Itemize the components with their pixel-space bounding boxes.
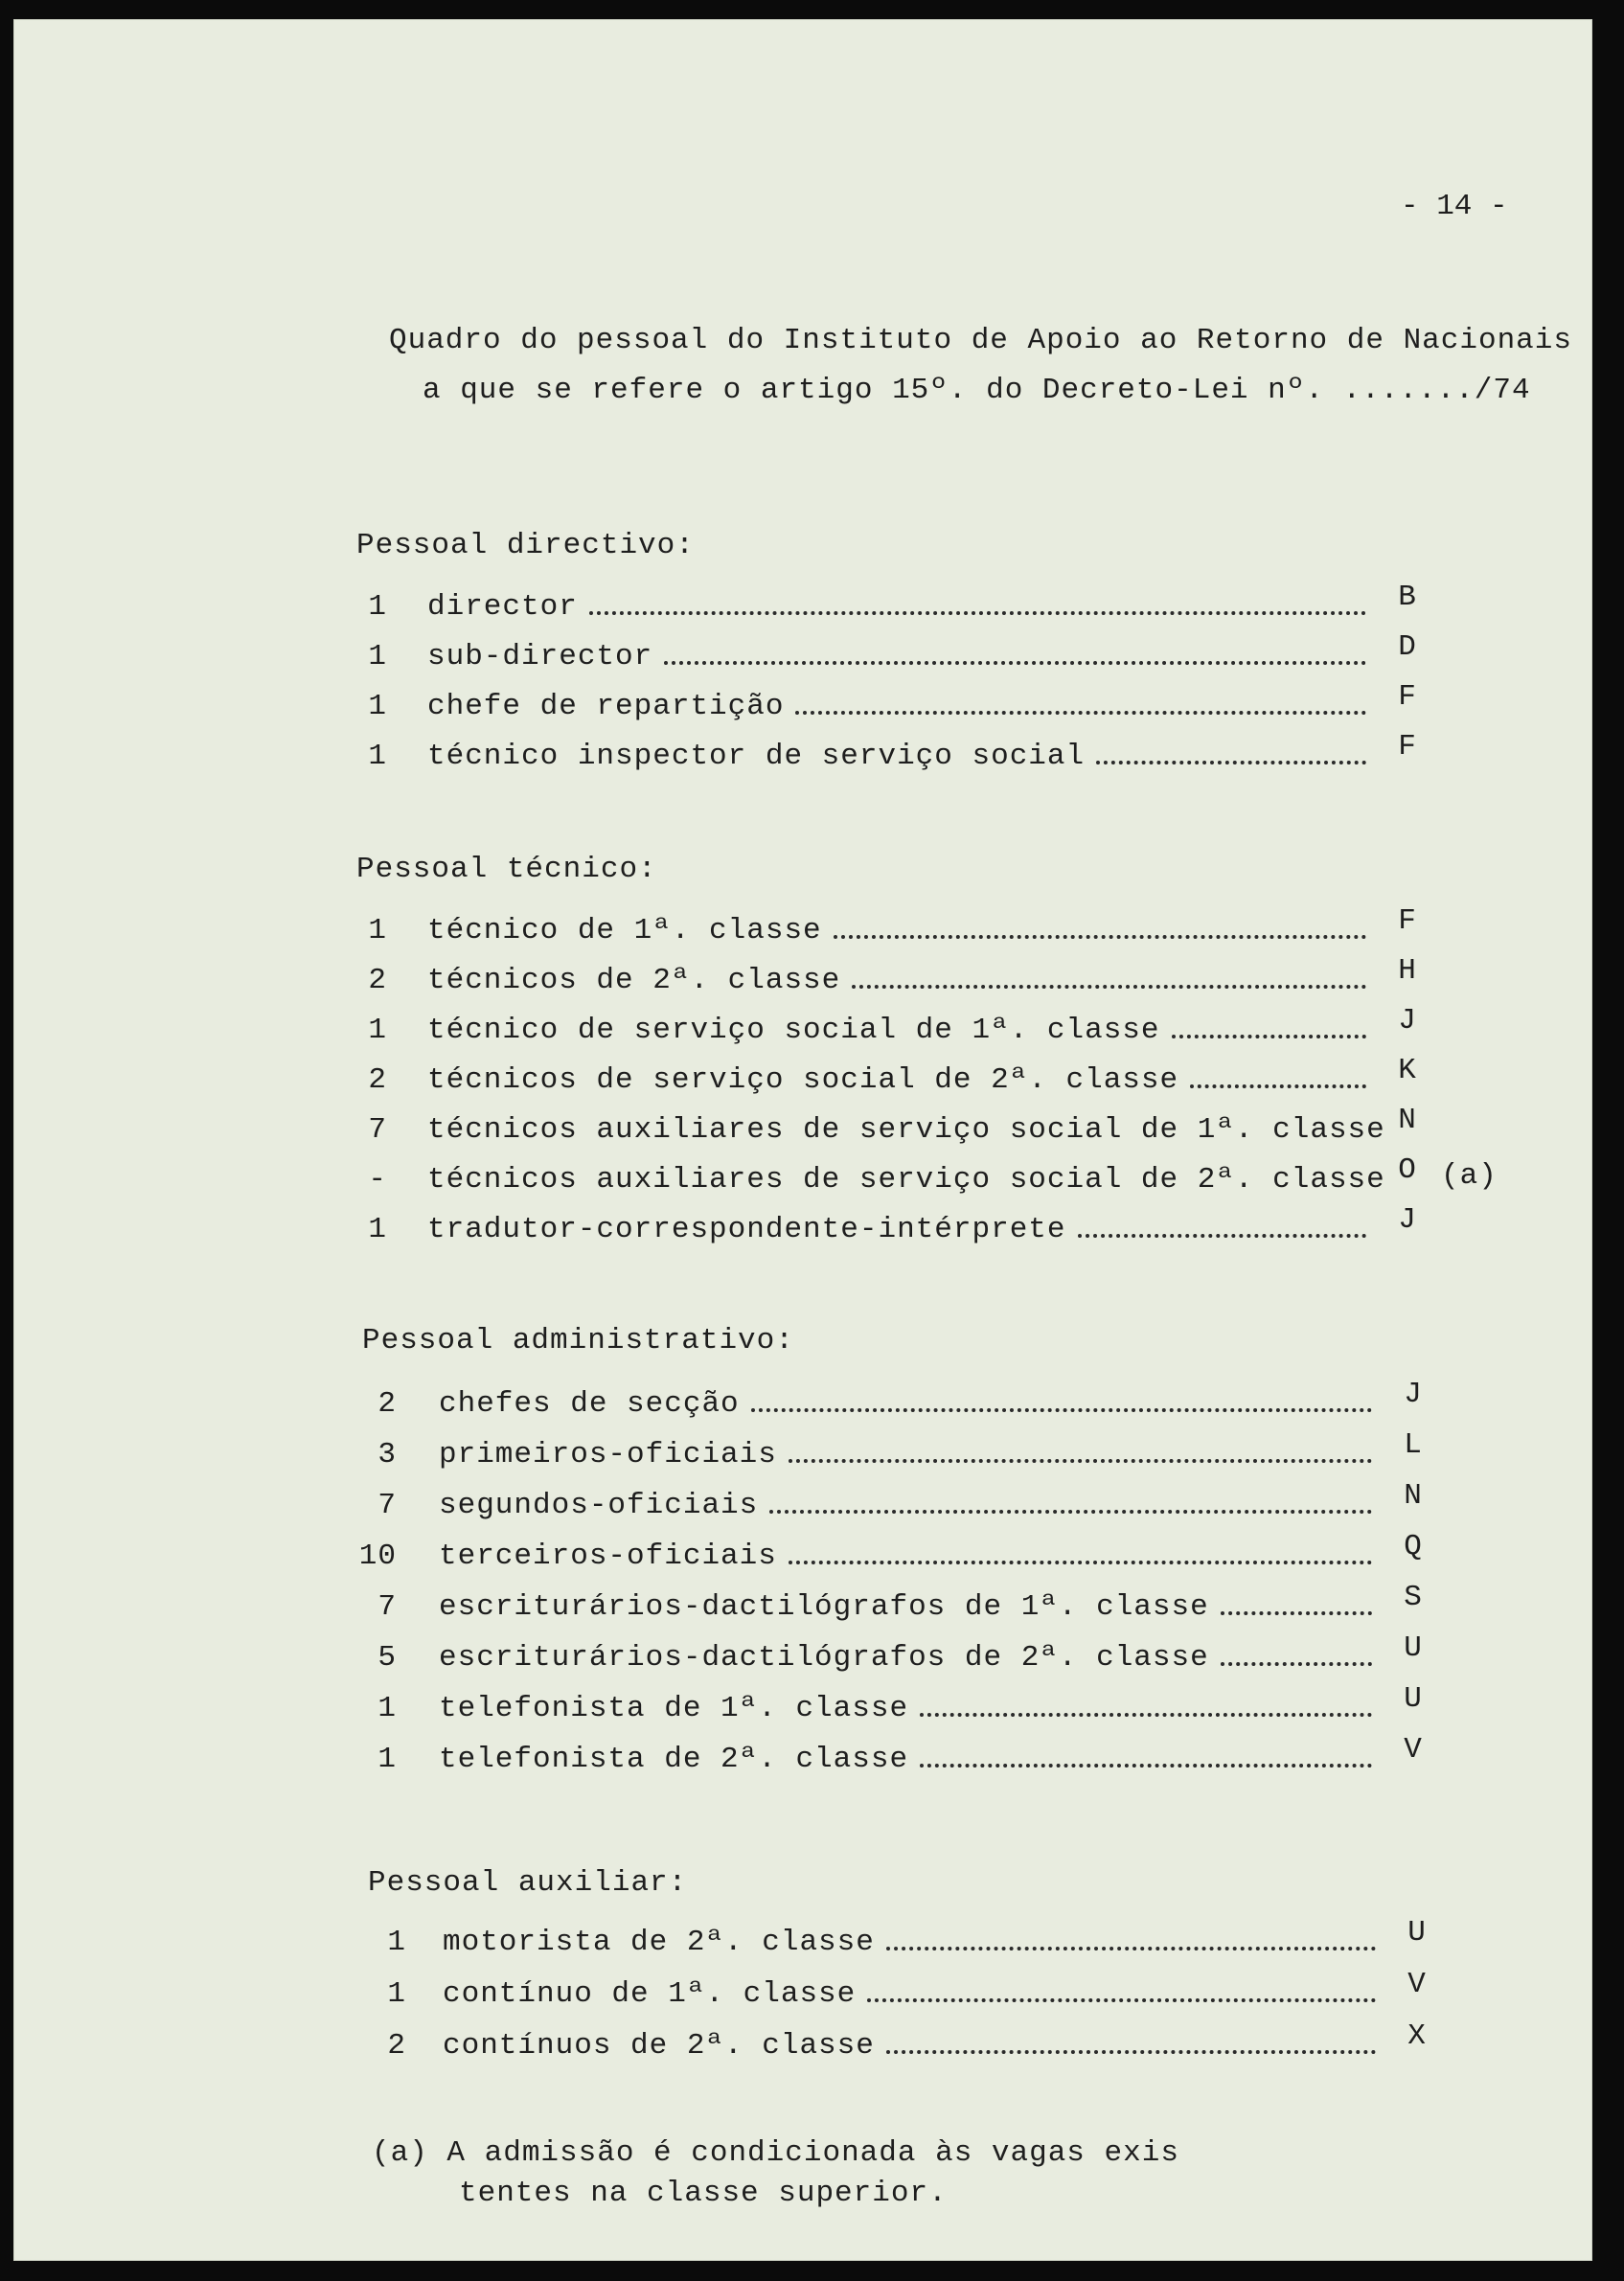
dot-leader: [1172, 1035, 1366, 1038]
dot-leader: [886, 2050, 1376, 2054]
dot-leader: [1221, 1611, 1372, 1615]
salary-letter: O: [1398, 1153, 1417, 1187]
salary-letter: X: [1407, 2019, 1427, 2053]
document-page: [13, 19, 1592, 2261]
section-heading: Pessoal directivo:: [356, 529, 695, 562]
staff-position: sub-director: [427, 640, 653, 673]
staff-position: chefes de secção: [439, 1387, 740, 1421]
salary-letter: V: [1407, 1968, 1427, 2001]
staff-quantity: 1: [368, 690, 387, 723]
section-heading: Pessoal auxiliar:: [368, 1866, 688, 1900]
salary-letter: J: [1398, 1004, 1417, 1038]
salary-letter: F: [1398, 680, 1417, 714]
dot-leader: [795, 711, 1366, 715]
staff-position: escriturários-dactilógrafos de 1ª. classe: [439, 1590, 1209, 1624]
salary-letter: S: [1404, 1581, 1423, 1614]
salary-letter: U: [1404, 1682, 1423, 1716]
table-row: [13, 1203, 1592, 1255]
table-row: [13, 904, 1592, 956]
staff-position: telefonista de 2ª. classe: [439, 1743, 909, 1776]
table-row: [13, 1378, 1592, 1429]
table-row: [13, 2019, 1592, 2071]
salary-letter: V: [1404, 1733, 1423, 1767]
staff-quantity: 1: [387, 1926, 406, 1959]
salary-letter: N: [1404, 1479, 1423, 1513]
staff-position: tradutor-correspondente-intérprete: [427, 1213, 1066, 1246]
row-note: (a): [1441, 1159, 1498, 1193]
salary-letter: B: [1398, 581, 1417, 614]
dot-leader: [920, 1713, 1372, 1717]
table-row: [13, 1104, 1592, 1155]
table-row: [13, 680, 1592, 732]
dot-leader: [886, 1947, 1376, 1950]
staff-quantity: 7: [368, 1113, 387, 1147]
staff-quantity: 1: [368, 1213, 387, 1246]
salary-letter: U: [1404, 1631, 1423, 1665]
dot-leader: [789, 1459, 1372, 1463]
dot-leader: [867, 1998, 1376, 2002]
staff-quantity: -: [368, 1163, 387, 1197]
table-row: [13, 730, 1592, 782]
table-row: [13, 1530, 1592, 1582]
table-row: [13, 1581, 1592, 1632]
salary-letter: K: [1398, 1054, 1417, 1087]
table-row: [13, 1054, 1592, 1106]
dot-leader: [1078, 1234, 1366, 1238]
table-row: [13, 1968, 1592, 2019]
staff-quantity: 5: [377, 1641, 397, 1675]
salary-letter: F: [1398, 904, 1417, 938]
staff-position: técnicos de 2ª. classe: [427, 964, 841, 997]
dot-leader: [1190, 1084, 1366, 1088]
staff-quantity: 1: [368, 640, 387, 673]
table-row: [13, 1153, 1592, 1205]
salary-letter: L: [1404, 1428, 1423, 1462]
table-row: [13, 1631, 1592, 1683]
staff-position: telefonista de 1ª. classe: [439, 1692, 909, 1725]
staff-quantity: 1: [387, 1977, 406, 2011]
table-row: [13, 1004, 1592, 1056]
staff-quantity: 1: [377, 1743, 397, 1776]
salary-letter: H: [1398, 954, 1417, 988]
staff-position: terceiros-oficiais: [439, 1540, 777, 1573]
staff-position: segundos-oficiais: [439, 1489, 759, 1522]
staff-position: director: [427, 590, 578, 624]
dot-leader: [1096, 761, 1366, 764]
table-row: [13, 954, 1592, 1006]
staff-quantity: 3: [377, 1438, 397, 1471]
footnote-line-2: tentes na classe superior.: [459, 2177, 948, 2210]
staff-position: técnicos auxiliares de serviço social de 2ª. classe: [427, 1163, 1385, 1197]
staff-quantity: 10: [358, 1540, 397, 1573]
table-row: [13, 1733, 1592, 1785]
dot-leader: [789, 1561, 1372, 1564]
salary-letter: D: [1398, 630, 1417, 664]
table-row: [13, 1916, 1592, 1968]
staff-quantity: 1: [368, 914, 387, 947]
page-number: - 14 -: [1401, 190, 1508, 223]
table-row: [13, 1428, 1592, 1480]
staff-position: técnicos auxiliares de serviço social de 1ª. classe: [427, 1113, 1385, 1147]
staff-quantity: 2: [368, 1063, 387, 1097]
table-row: [13, 630, 1592, 682]
dot-leader: [834, 935, 1366, 939]
staff-position: técnico inspector de serviço social: [427, 740, 1086, 773]
footnote-line-1: (a) A admissão é condicionada às vagas exis: [372, 2136, 1179, 2170]
dot-leader: [920, 1764, 1372, 1768]
staff-quantity: 7: [377, 1489, 397, 1522]
dot-leader: [769, 1510, 1372, 1514]
salary-letter: U: [1407, 1916, 1427, 1950]
salary-letter: J: [1404, 1378, 1423, 1411]
table-row: [13, 1479, 1592, 1531]
table-row: [13, 581, 1592, 632]
staff-position: escriturários-dactilógrafos de 2ª. classe: [439, 1641, 1209, 1675]
staff-position: contínuo de 1ª. classe: [443, 1977, 857, 2011]
dot-leader: [1221, 1662, 1372, 1666]
salary-letter: F: [1398, 730, 1417, 764]
table-row: [13, 1682, 1592, 1734]
staff-quantity: 1: [368, 740, 387, 773]
staff-position: chefe de repartição: [427, 690, 785, 723]
staff-quantity: 1: [377, 1692, 397, 1725]
staff-position: técnicos de serviço social de 2ª. classe: [427, 1063, 1179, 1097]
dot-leader: [751, 1408, 1372, 1412]
section-heading: Pessoal administrativo:: [362, 1324, 794, 1357]
staff-quantity: 7: [377, 1590, 397, 1624]
dot-leader: [589, 611, 1366, 615]
title-line-1: Quadro do pessoal do Instituto de Apoio ao Retorno de Nacionais: [389, 324, 1572, 357]
dot-leader: [664, 661, 1366, 665]
staff-quantity: 1: [368, 1014, 387, 1047]
staff-position: técnico de 1ª. classe: [427, 914, 822, 947]
salary-letter: J: [1398, 1203, 1417, 1237]
staff-quantity: 1: [368, 590, 387, 624]
staff-quantity: 2: [387, 2029, 406, 2063]
staff-quantity: 2: [368, 964, 387, 997]
section-heading: Pessoal técnico:: [356, 853, 657, 886]
staff-position: motorista de 2ª. classe: [443, 1926, 875, 1959]
dot-leader: [852, 985, 1366, 989]
salary-letter: N: [1398, 1104, 1417, 1137]
staff-position: contínuos de 2ª. classe: [443, 2029, 875, 2063]
salary-letter: Q: [1404, 1530, 1423, 1563]
staff-position: técnico de serviço social de 1ª. classe: [427, 1014, 1160, 1047]
staff-position: primeiros-oficiais: [439, 1438, 777, 1471]
staff-quantity: 2: [377, 1387, 397, 1421]
title-line-2: a que se refere o artigo 15º. do Decreto-Lei nº. ......./74: [423, 374, 1531, 407]
